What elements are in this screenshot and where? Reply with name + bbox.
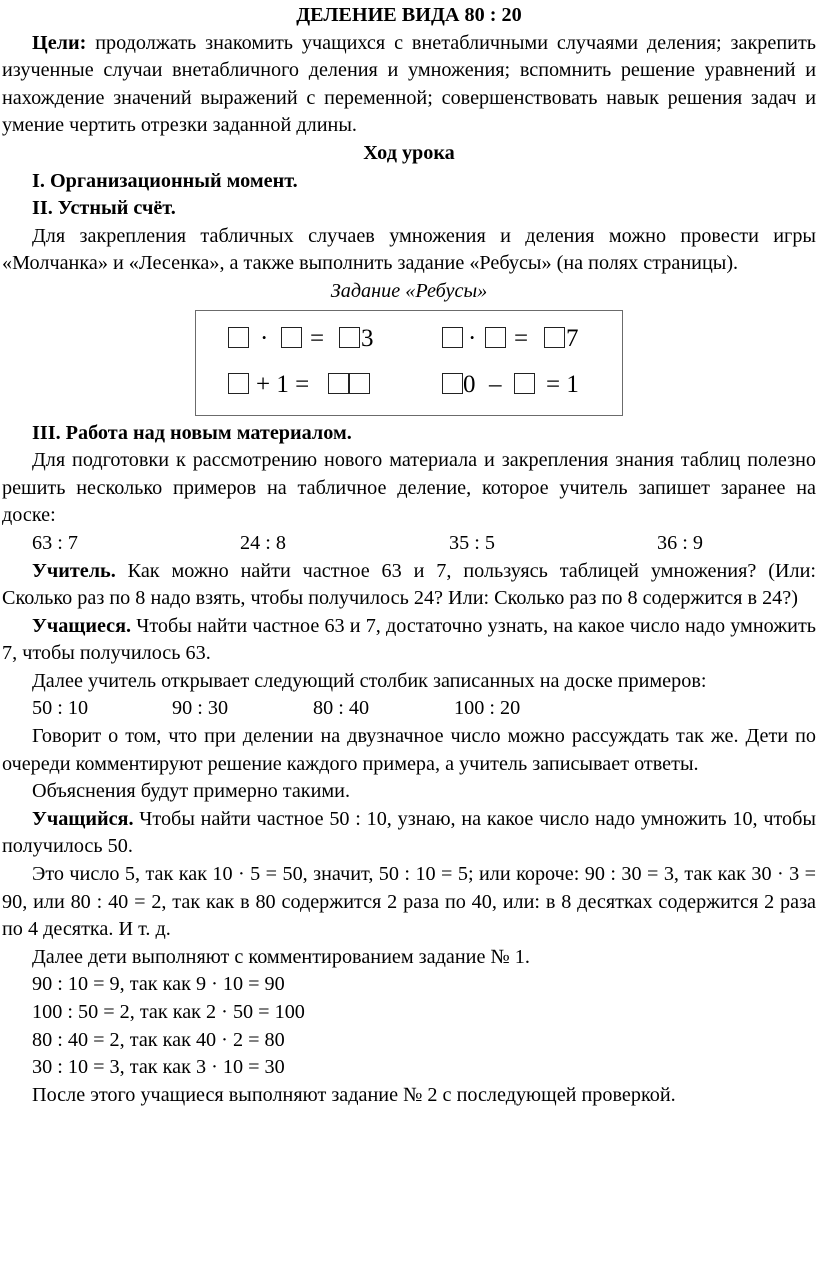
explanation-paragraph: Объяснения будут примерно такими. [32, 780, 351, 803]
example: 36 : 9 [657, 531, 703, 554]
reasoning-paragraph: Это число 5, так как 10 · 5 = 50, значит, 50 : 10 = 5; или короче: 90 : 30 = 3, так как 30 · 3 = 90, или 80 : 40 = 2, так как в 80 содержится 2 раза по 40, или: в 8 десятках содержится 2 раза по 4 десятка. И т. д. [2, 863, 816, 941]
example: 50 : 10 [32, 697, 89, 720]
rebus-dot: · [468, 324, 477, 352]
oral-paragraph: Для закрепления табличных случаев умножения и деления можно провести игры «Молчанка» и «Лесенка», а также выполнить задание «Ребусы» (на полях страницы). [2, 224, 816, 275]
section-heading-new-material: III. Работа над новым материалом. [32, 421, 352, 444]
rebus-row-2 [196, 370, 622, 403]
goals-text: продолжать знакомить учащихся с внетабличными случаями деления; закрепить изученные случаи внетабличного деления и умножения; вспомнить решение уравнений и нахождение значений выражений с переменной; совершенствовать навык решения задач и умение чертить отрезки заданной длины. [2, 31, 816, 137]
examples-row-2 [2, 695, 816, 723]
example: 90 : 30 [172, 697, 229, 720]
empty-box [544, 327, 565, 348]
rebus-plus-one: + 1 = [256, 370, 310, 398]
example: 24 : 8 [240, 531, 286, 554]
lesson-heading: Ход урока [363, 141, 455, 164]
rebus-box [195, 310, 623, 416]
empty-box [349, 373, 370, 394]
rebus-digit-0: 0 [463, 370, 476, 398]
rebus-equals-one: = 1 [546, 370, 579, 398]
student-paragraph: Учащийся. Чтобы найти частное 50 : 10, узнаю, на какое число надо умножить 10, чтобы получилось 50. [2, 807, 816, 858]
teacher-label: Учитель. [32, 559, 116, 582]
rebus-equals: = [514, 324, 529, 352]
next-paragraph: Далее учитель открывает следующий столбик записанных на доске примеров: [32, 669, 707, 692]
empty-box [228, 327, 249, 348]
empty-box [442, 327, 463, 348]
examples-row-1 [2, 530, 816, 558]
section-heading-organizational: I. Организационный момент. [32, 169, 298, 192]
rebus-equals: = [310, 324, 325, 352]
students-paragraph: Учащиеся. Чтобы найти частное 63 и 7, достаточно узнать, на какое число надо умножить 7, чтобы получилось 63. [2, 614, 816, 665]
empty-box [442, 373, 463, 394]
final-paragraph: После этого учащиеся выполняют задание № 2 с последующей проверкой. [32, 1083, 676, 1106]
example: 63 : 7 [32, 531, 78, 554]
rebus-digit-7: 7 [566, 324, 579, 352]
rebus-caption: Задание «Ребусы» [330, 279, 488, 302]
prep-paragraph: Для подготовки к рассмотрению нового материала и закрепления знания таблиц полезно решить несколько примеров на табличное деление, которое учитель запишет заранее на доске: [2, 449, 816, 527]
empty-box [339, 327, 360, 348]
goals-paragraph [2, 30, 816, 140]
solution-line: 80 : 40 = 2, так как 40 · 2 = 80 [32, 1028, 285, 1051]
empty-box [514, 373, 535, 394]
student-label: Учащийся. [32, 807, 134, 830]
solution-line: 100 : 50 = 2, так как 2 · 50 = 100 [32, 1001, 305, 1023]
example: 80 : 40 [313, 697, 370, 720]
page-title: ДЕЛЕНИЕ ВИДА 80 : 20 [296, 4, 522, 26]
rebus-row-1 [196, 324, 622, 357]
says-paragraph: Говорит о том, что при делении на двузначное число можно рассуждать так же. Дети по очереди комментируют решение каждого примера, а учитель записывает ответы. [2, 725, 816, 775]
empty-box [328, 373, 349, 394]
solution-line: 90 : 10 = 9, так как 9 · 10 = 90 [32, 973, 285, 996]
empty-box [281, 327, 302, 348]
empty-box [485, 327, 506, 348]
students-label: Учащиеся. [32, 614, 132, 637]
example: 100 : 20 [454, 697, 521, 720]
task1-paragraph: Далее дети выполняют с комментированием задание № 1. [32, 945, 530, 968]
section-heading-oral: II. Устный счёт. [32, 197, 176, 220]
rebus-minus: – [489, 370, 502, 398]
empty-box [228, 373, 249, 394]
rebus-figure [2, 306, 816, 420]
example: 35 : 5 [449, 531, 495, 554]
solution-line: 30 : 10 = 3, так как 3 · 10 = 30 [32, 1056, 285, 1079]
goals-label: Цели: [32, 31, 87, 54]
teacher-paragraph: Учитель. Как можно найти частное 63 и 7, пользуясь таблицей умножения? (Или: Сколько раз по 8 надо взять, чтобы получилось 24? Или: Сколько раз по 8 содержится в 24?) [2, 559, 816, 610]
rebus-digit-3: 3 [361, 324, 374, 352]
rebus-dot: · [260, 324, 269, 352]
